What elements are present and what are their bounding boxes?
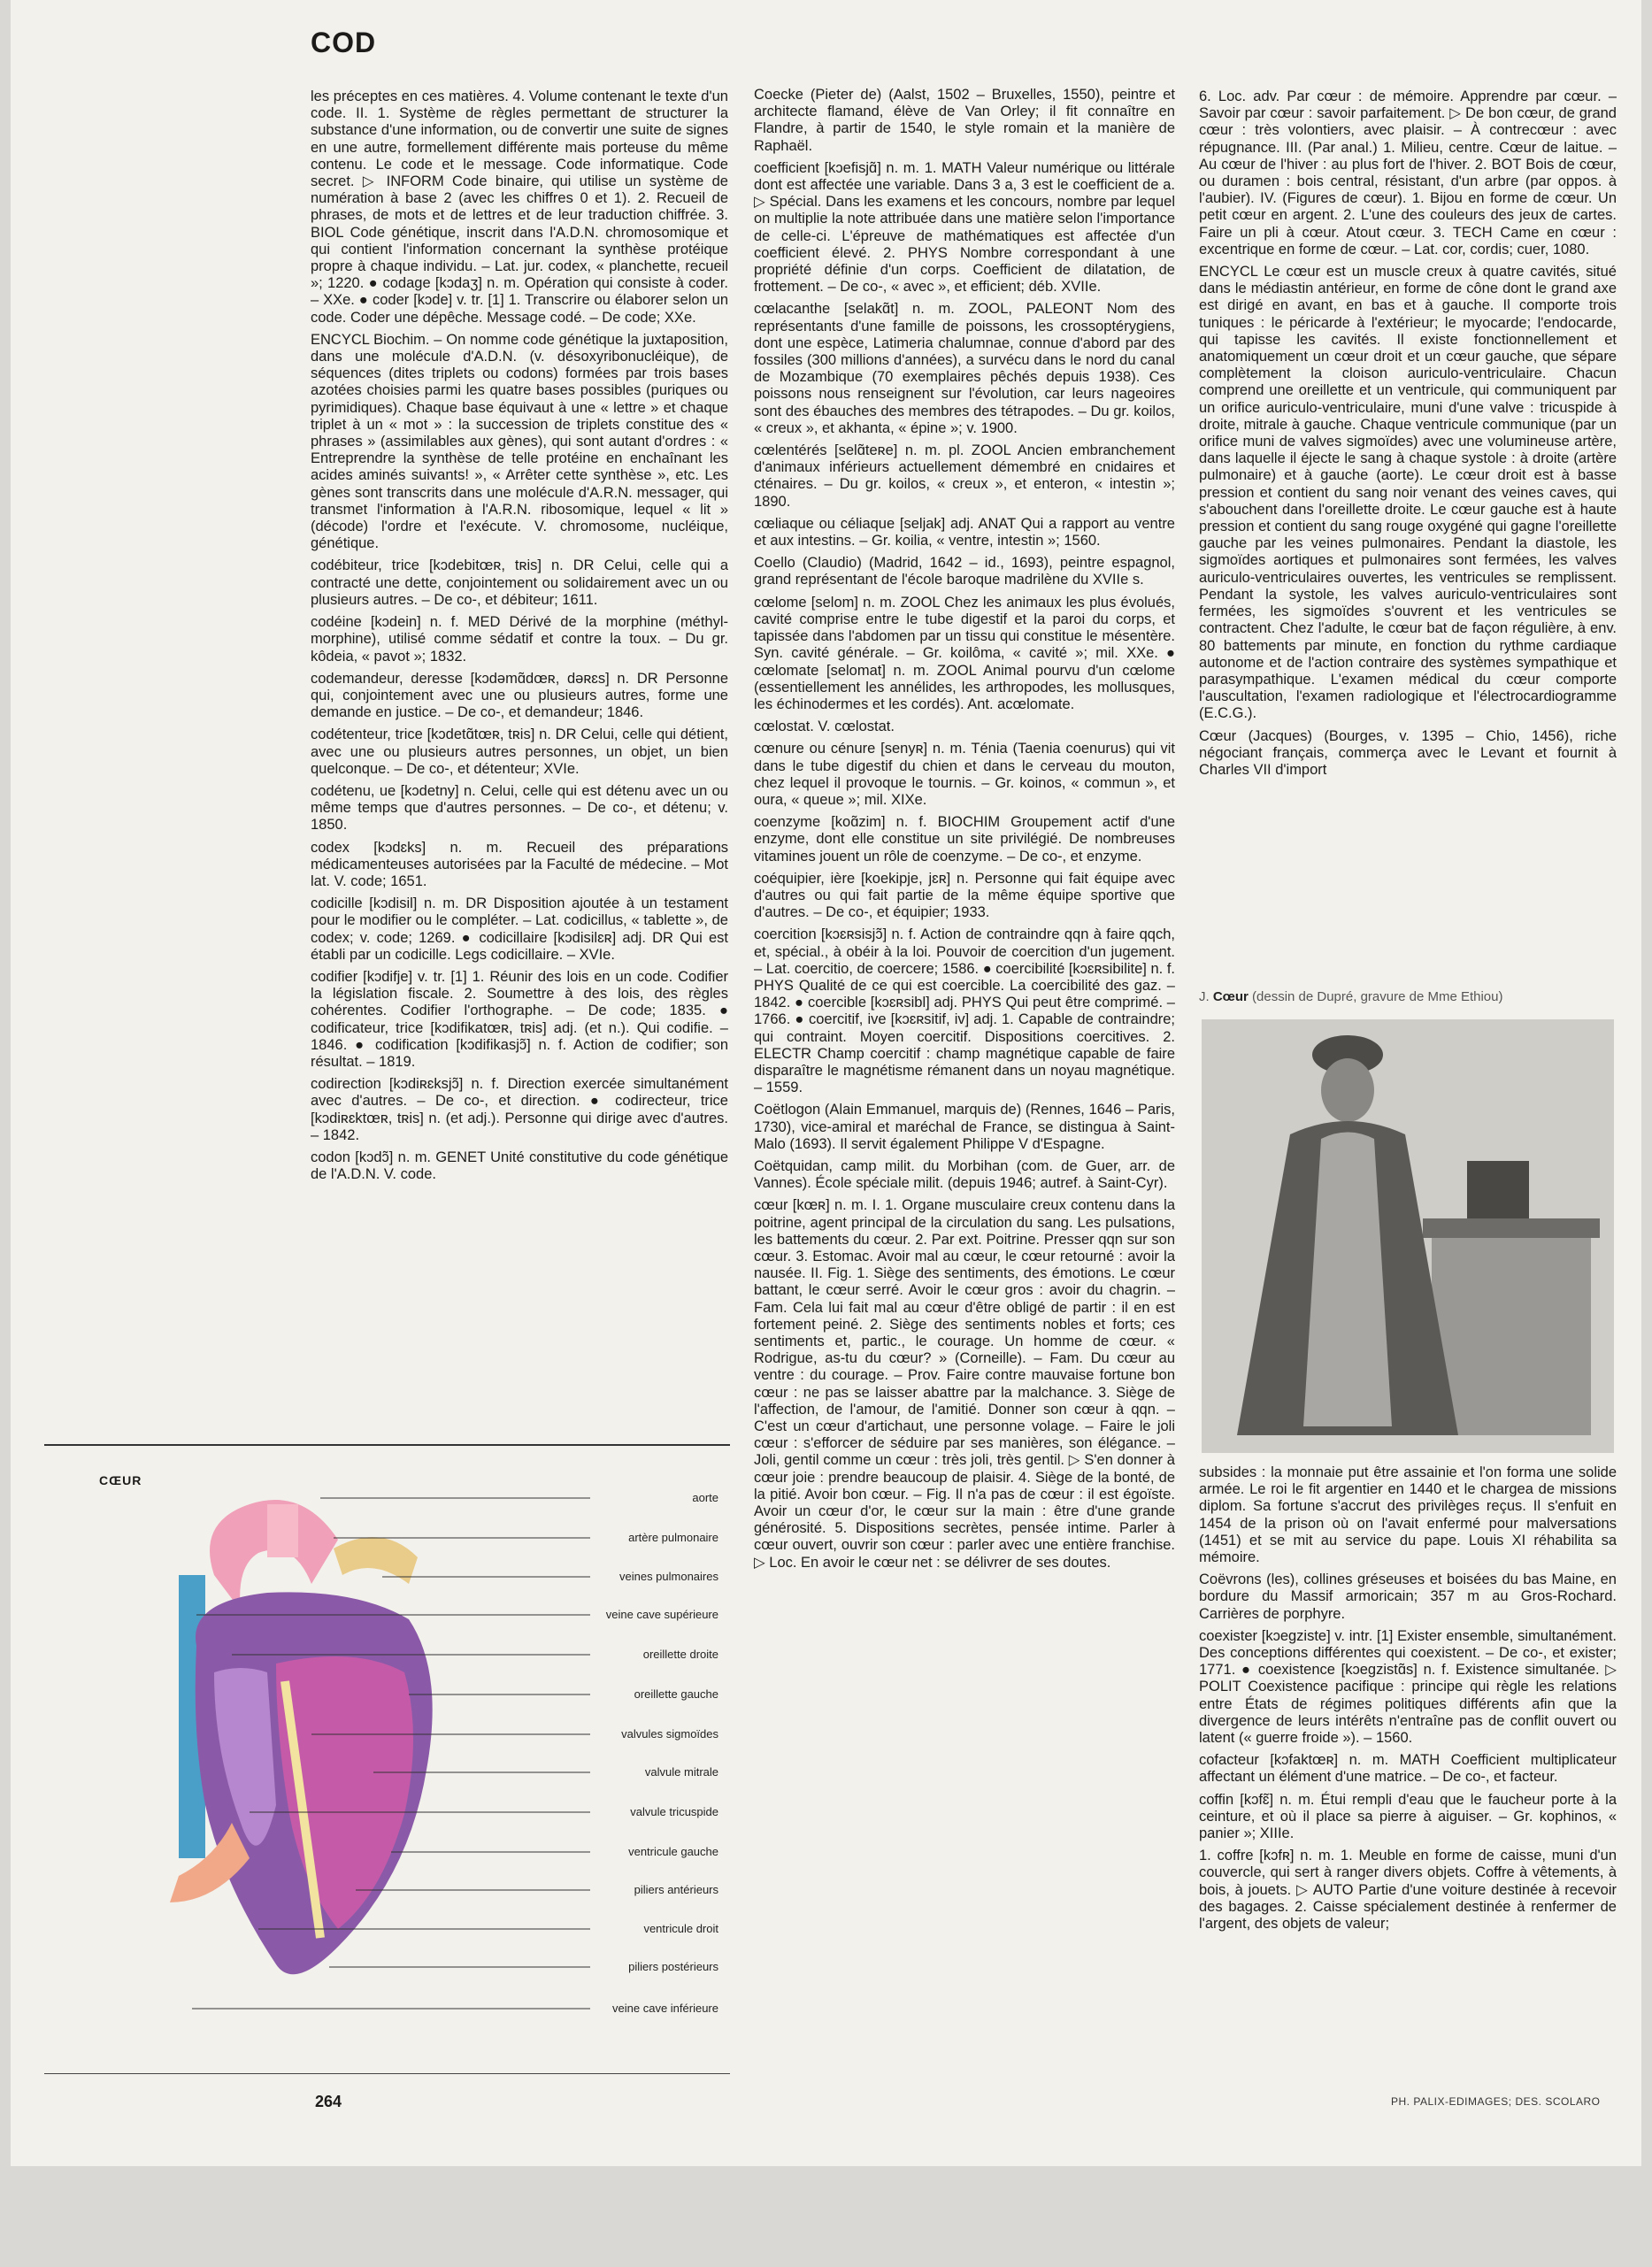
heart-diagram	[143, 1469, 727, 2071]
entry: codirection [kɔdiʀɛksjɔ̃] n. f. Direction exercée simultanément avec d'autres. – De co-, et direction. ● codirecteur, trice [kɔdiʀɛktœʀ, tʀis] n. (et adj.). Personne qui dirige avec d'autres. – 1842.	[311, 1076, 728, 1143]
entry: cœliaque ou céliaque [seljak] adj. ANAT Qui a rapport au ventre et aux intestins. – Gr. koilia, « ventre, intestin »; 1560.	[754, 515, 1175, 549]
entry: 6. Loc. adv. Par cœur : de mémoire. Apprendre par cœur. – Savoir par cœur : savoir parfaitement. ▷ De bon cœur, de grand cœur : très volontiers, avec plaisir. – À contrecœur : avec répugnance. III. (Par anal.) 1. Milieu, centre. Cœur de laitue. – Au cœur de l'hiver : au plus fort de l'hiver. 2. BOT Bois de cœur, ou duramen : bois central, résistant, d'un arbre (par oppos. à l'aubier). IV. (Figures de cœur). 1. Bijou en forme de cœur. Un petit cœur en argent. 2. L'une des couleurs des jeux de cartes. Faire un pli à cœur. Atout cœur. 3. TECH Came en cœur : excentrique en forme de cœur. – Lat. cor, cordis; cuer, 1080.	[1199, 88, 1617, 257]
caption-name: Cœur	[1212, 989, 1249, 1004]
caption-prefix: J.	[1199, 989, 1213, 1004]
entry: codifier [kɔdifje] v. tr. [1] 1. Réunir des lois en un code. Codifier la législation fiscale. 2. Soumettre à des lois, des règles cohérentes. Codifier l'orthographe. – De code; 1835. ● codificateur, trice [kɔdifikatœʀ, tʀis] adj. (et n.). Qui codifie. – 1846. ● codification [kɔdifikasjɔ̃] n. f. Action de codifier; son résultat. – 1819.	[311, 968, 728, 1070]
label-valvule-tricuspide: valvule tricuspide	[630, 1805, 718, 1818]
column-1	[311, 88, 728, 1433]
entry: coefficient [kɔefisjɑ̃] n. m. 1. MATH Valeur numérique ou littérale dont est affectée une variable. Dans 3 a, 3 est le coefficient de a. ▷ Spécial. Dans les examens et les concours, nombre par lequel on multiplie la note attribuée dans une matière selon l'importance de celle-ci. L'épreuve de mathématiques est affectée d'un coefficient élevé. 2. PHYS Nombre correspondant à une propriété définie d'un corps. Coefficient de dilatation, de frottement. – De co-, « avec », et efficient; déb. XVIIe.	[754, 159, 1175, 296]
label-ventricule-droit: ventricule droit	[643, 1922, 718, 1935]
column-3-top	[1199, 88, 1617, 1000]
label-artere-pulmonaire: artère pulmonaire	[628, 1531, 718, 1544]
footer-rule	[44, 2073, 730, 2074]
entry: coenzyme [koɑ̃zim] n. f. BIOCHIM Groupement actif d'une enzyme, dont elle constitue un site privilégié. De nombreuses vitamines jouent un rôle de coenzyme. – De co-, et enzyme.	[754, 814, 1175, 865]
column-2	[754, 87, 1175, 2073]
entry: Coëtquidan, camp milit. du Morbihan (com. de Guer, arr. de Vannes). École spéciale milit. (depuis 1946; autref. à Saint-Cyr).	[754, 1157, 1175, 1192]
coffer-shape	[1467, 1161, 1529, 1218]
label-aorte: aorte	[692, 1491, 718, 1504]
entry: codon [kɔdɔ̃] n. m. GENET Unité constitutive du code génétique de l'A.D.N. V. code.	[311, 1149, 728, 1183]
entry: coercition [kɔɛʀsisjɔ̃] n. f. Action de contraindre qqn à faire qqch, et, spécial., à obéir à la loi. Pouvoir de coercition d'un jugement. – Lat. coercitio, de coercere; 1586. ● coercibilité [kɔɛʀsibilite] n. f. PHYS Qualité de ce qui est coercible. La coercibilité des gaz. – 1842. ● coercible [kɔɛʀsibl] adj. PHYS Qui peut être comprimé. – 1766. ● coercitif, ive [kɔɛʀsitif, iv] adj. 1. Capable de contraindre; qui contraint. Moyen coercitif. Dispositions coercitives. 2. ELECTR Champ coercitif : champ magnétique capable de faire disparaître le magnétisme rémanent dans un noyau magnétique. – 1559.	[754, 926, 1175, 1096]
entry: subsides : la monnaie put être assainie et l'on forma une solide armée. Le roi le fit argentier en 1440 et le chargea de missions diplom. Sa fortune s'accrut des privilèges reçus. Il s'enfuit en 1454 de la prison où on l'avait enfermé pour malversations (1451) et se mit au service du pape. Louis XI réhabilita sa mémoire.	[1199, 1464, 1617, 1566]
figure-title: CŒUR	[99, 1473, 142, 1487]
entry: coexister [kɔegziste] v. intr. [1] Exister ensemble, simultanément. Des conceptions différentes qui coexistent. – De co-, et exister; 1771. ● coexistence [kɔegzistɑ̃s] n. f. Existence simultanée. ▷ POLIT Coexistence pacifique : principe qui règle les relations entre États de régimes politiques différents afin que la divergence de leurs intérêts n'entraîne pas de conflit ouvert ou latent (« guerre froide »). – 1560.	[1199, 1627, 1617, 1747]
label-veine-cave-superieure: veine cave supérieure	[605, 1608, 718, 1621]
entry: cœur [kœʀ] n. m. I. 1. Organe musculaire creux contenu dans la poitrine, agent principal de la circulation du sang. Les pulsations, les battements du cœur. 2. Par ext. Poitrine. Presser qqn sur son cœur. 3. Estomac. Avoir mal au cœur, le cœur retourné : avoir la nausée. II. Fig. 1. Siège des sentiments, des émotions. Le cœur battant, le cœur serré. Avoir le cœur gros : avoir du chagrin. – Fam. Cela lui fait mal au cœur d'être obligé de partir : il en est fortement peiné. 2. Siège des sentiments nobles et forts; ces sentiments et, partic., le courage. Un homme de cœur. « Rodrigue, as-tu du cœur? » (Corneille). – Fam. Du cœur au ventre : du courage. – Prov. Faire contre mauvaise fortune bon cœur : ne pas se laisser abattre par la malchance. 3. Siège de l'affection, de l'amour, de l'amitié. Donner son cœur à qqn. – C'est un cœur d'artichaut, une personne volage. – Faire le joli cœur : s'efforcer de séduire par ses manières, son élégance. – Joli, gentil comme un cœur : très joli, très gentil. ▷ S'en donner à cœur joie : prendre beaucoup de plaisir. 4. Siège de la bonté, de la pitié. Avoir bon cœur. – Fig. Il n'a pas de cœur : il est égoïste. Avoir un cœur d'or, le cœur sur la main : être d'une grande générosité. 5. Dispositions secrètes, pensée intime. Parler à cœur ouvert, ouvrir son cœur : parler avec une entière franchise. ▷ Loc. En avoir le cœur net : se délivrer de ses doutes.	[754, 1197, 1175, 1571]
entry: Coëvrons (les), collines gréseuses et boisées du bas Maine, en bordure du Massif armoricain; 357 m au Gros-Rochard. Carrières de porphyre.	[1199, 1572, 1617, 1622]
entry: cœlentérés [selɑ̃teʀe] n. m. pl. ZOOL Ancien embranchement d'animaux inférieurs actuellement démembré en cnidaires et cténaires. – Du gr. koilos, « creux », et enteron, « intestin »; 1890.	[754, 442, 1175, 510]
entry: cofacteur [kɔfaktœʀ] n. m. MATH Coefficient multiplicateur affectant un élément d'une matrice. – De co-, et facteur.	[1199, 1752, 1617, 1786]
entry: codétenu, ue [kɔdetny] n. Celui, celle qui est détenu avec un ou même temps que d'autres personnes. – De co-, et détenu; v. 1850.	[311, 782, 728, 834]
jacques-coeur-portrait	[1202, 1019, 1614, 1453]
label-oreillette-droite: oreillette droite	[642, 1648, 718, 1661]
entry: coffin [kɔfɛ̃] n. m. Étui rempli d'eau que le faucheur porte à la ceinture, et où il place sa pierre à aiguiser. – Gr. kophinos, « panier »; XIIIe.	[1199, 1791, 1617, 1842]
page-number: 264	[315, 2093, 342, 2110]
portrait-caption	[1199, 989, 1502, 1004]
caption-rest: (dessin de Dupré, gravure de Mme Ethiou)	[1248, 989, 1503, 1004]
head-shape	[1321, 1058, 1374, 1122]
entry: codéine [kɔdein] n. f. MED Dérivé de la morphine (méthyl-morphine), utilisé comme sédatif et contre la toux. – Du gr. kôdeia, « pavot »; 1832.	[311, 614, 728, 665]
label-oreillette-gauche: oreillette gauche	[634, 1687, 718, 1701]
entry: cœnure ou cénure [senyʀ] n. m. Ténia (Taenia coenurus) qui vit dans le tube digestif du chien et dans le cerveau du mouton, chez lequel il provoque le tournis. – Gr. koinos, « commun », et oura, « queue »; mil. XIXe.	[754, 741, 1175, 808]
entry: Cœur (Jacques) (Bourges, v. 1395 – Chio, 1456), riche négociant français, commerça avec le Levant et fournit à Charles VII d'import	[1199, 727, 1617, 778]
entry: codétenteur, trice [kɔdetɑ̃tœʀ, tʀis] n. DR Celui, celle qui détient, avec une ou plusieurs autres personnes, un objet, un bien quelconque. – De co-, et détenteur; XVIe.	[311, 726, 728, 777]
entry: les préceptes en ces matières. 4. Volume contenant le texte d'un code. II. 1. Système de règles permettant de structurer la substance d'une information, ou de convertir une suite de signes en une autre, formellement différente mais porteuse du même contenu. Le code et le message. Code informatique. Code secret. ▷ INFORM Code binaire, qui utilise un système de numération à base 2 (avec les chiffres 0 et 1). 2. Recueil de phrases, de mots et de lettres et de leur traduction chiffrée. 3. BIOL Code génétique, inscrit dans l'A.D.N. chromosomique et qui contient l'information concernant la synthèse protéique propre à chaque individu. – Lat. jur. codex, « planchette, recueil »; 1220. ● codage [kɔdaʒ] n. m. Opération qui consiste à coder. – XXe. ● coder [kɔde] v. tr. [1] 1. Transcrire ou élaborer selon un code. Coder une dépêche. Message codé. – De code; XXe.	[311, 88, 728, 326]
entry: cœlome [selom] n. m. ZOOL Chez les animaux les plus évolués, cavité comprise entre le tube digestif et la paroi du corps, et tapissée dans l'abdomen par un tissu qui constitue le mésentère. Syn. cavité générale. – Gr. koilôma, « cavité »; mil. XXe. ● cœlomate [selomat] n. m. ZOOL Animal pourvu d'un cœlome (essentiellement les annélides, les arthropodes, les mollusques, les échinodermes et les cordés). Ant. acœlomate.	[754, 594, 1175, 712]
figure-labels	[606, 1491, 719, 2015]
entry: ENCYCL Biochim. – On nomme code génétique la juxtaposition, dans une molécule d'A.D.N. (v. désoxyribonucléique), de séquences (dites triplets ou codons) formées par trois bases azotées choisies parmi les quatre bases possibles (puriques ou pyrimidiques). Chaque base équivaut à une « lettre » et chaque triplet à un « mot » : la succession de triplets constitue des « phrases » (assimilables aux gènes), qui sont autant d'ordres : « Entreprendre la synthèse de telle protéine en enchaînant les acides aminés suivants! », « Arrêter cette synthèse », etc. Les gènes sont transcrits dans une molécule d'A.R.N. messager, qui transmet l'information à l'A.R.N. ribosomique, lequel « lit » (décode) l'ordre et l'exécute. V. chromosome, nucléique, génétique.	[311, 331, 728, 552]
table-shape	[1432, 1232, 1591, 1435]
entry: Coello (Claudio) (Madrid, 1642 – id., 1693), peintre espagnol, grand représentant de l'école baroque madrilène du XVIIe s.	[754, 555, 1175, 588]
entry: codicille [kɔdisil] n. m. DR Disposition ajoutée à un testament pour le modifier ou le compléter. – Lat. codicillus, « tablette », de codex; v. code; 1269. ● codicillaire [kɔdisilɛʀ] adj. DR Qui est établi par un codicille. Legs codicillaire. – XVIe.	[311, 895, 728, 963]
entry: codex [kɔdɛks] n. m. Recueil des préparations médicamenteuses autorisées par la Faculté de médecine. – Mot lat. V. code; 1651.	[311, 839, 728, 889]
entry: coéquipier, ière [koekipje, jɛʀ] n. Personne qui fait équipe avec d'autres ou qui fait partie de la même équipe sportive que d'autres. – De co-, et équipier; 1933.	[754, 870, 1175, 921]
label-veines-pulmonaires: veines pulmonaires	[619, 1570, 718, 1583]
entry: Coecke (Pieter de) (Aalst, 1502 – Bruxelles, 1550), peintre et architecte flamand, élève de Van Orley; il fit connaître en Flandre, à partir de 1540, le style romain et la manière de Raphaël.	[754, 87, 1175, 154]
label-ventricule-gauche: ventricule gauche	[628, 1845, 718, 1858]
entry: codébiteur, trice [kɔdebitœʀ, tʀis] n. DR Celui, celle qui a contracté une dette, conjointement ou solidairement avec un ou plusieurs autres. – De co-, et débiteur; 1611.	[311, 557, 728, 608]
page-headword: COD	[311, 27, 377, 58]
label-piliers-posterieurs: piliers postérieurs	[628, 1960, 718, 1973]
label-veine-cave-inferieure: veine cave inférieure	[612, 2002, 718, 2015]
label-valvules-sigmoides: valvules sigmoïdes	[621, 1727, 718, 1741]
entry: Coëtlogon (Alain Emmanuel, marquis de) (Rennes, 1646 – Paris, 1730), vice-amiral et maréchal de France, se distingua à Saint-Malo (1693). Il servit également Philippe V d'Espagne.	[754, 1102, 1175, 1152]
entry: ENCYCL Le cœur est un muscle creux à quatre cavités, situé dans le médiastin antérieur, en forme de cône dont le grand axe est dirigé en avant, en bas et à gauche. Il comporte trois tuniques : le péricarde à l'extérieur; le myocarde; l'endocarde, qui tapisse les cavités. Il existe fonctionnellement et anatomiquement un cœur droit et un cœur gauche, que sépare complètement la cloison auriculo-ventriculaire. Chacun comprend une oreillette et un ventricule, qui communiquent par un orifice auriculo-ventriculaire, muni d'une valve : tricuspide à droite, mitrale à gauche. Chaque ventricule communique (par un orifice muni de valves sigmoïdes) avec une volumineuse artère, dans laquelle il éjecte le sang à chaque systole : à droite (artère pulmonaire) et à gauche (aorte). Le cœur droit est à basse pression et contient du sang noir venant des veines caves, qui s'abouchent dans l'oreillette droite. Le cœur gauche est à haute pression et contient du sang rouge oxygéné qui gagne l'oreillette gauche par les veines pulmonaires. Pendant la diastole, les sigmoïdes aortiques et pulmonaires sont fermées, les valves auriculo-ventriculaires ouvertes, les ventricules se remplissent. Pendant la systole, les valves auriculo-ventriculaires sont fermées, les sigmoïdes s'ouvrent et les ventricules se contractent. Chez l'adulte, le cœur bat de façon régulière, à env. 80 battements par minute, en fonction du rythme cardiaque autonome et de l'action contraire des systèmes sympathique et parasympathique. L'examen médical du cœur comporte l'auscultation, l'examen radiologique et l'électrocardiogramme (E.C.G.).	[1199, 264, 1617, 722]
portrait-engraving	[1202, 1019, 1614, 1453]
column-3-bottom	[1199, 1464, 1617, 2075]
figure-top-rule	[44, 1444, 730, 1446]
label-valvule-mitrale: valvule mitrale	[644, 1765, 718, 1779]
entry: cœlostat. V. cœlostat.	[754, 719, 895, 735]
dictionary-page	[11, 0, 1641, 2166]
entry: 1. coffre [kɔfʀ] n. m. 1. Meuble en forme de caisse, muni d'un couvercle, qui sert à ranger divers objets. Coffre à vêtements, à bois, à jouets. ▷ AUTO Partie d'une voiture destinée à recevoir des bagages. 2. Caisse spécialement destinée à renfermer de l'argent, des objets de valeur;	[1199, 1848, 1617, 1933]
entry: cœlacanthe [selakɑ̃t] n. m. ZOOL, PALEONT Nom des représentants d'une famille de poissons, les crossoptérygiens, dont une espèce, Latimeria chalumnae, connue d'abord par des fossiles (300 millions d'années), a survécu dans le nord du canal de Mozambique (70 exemplaires pêchés depuis 1938). Ces poissons nous renseignent sur l'évolution, car leurs nageoires sont des ébauches des membres des tétrapodes. – Du gr. koilos, « creux », et akhanta, « épine »; v. 1900.	[754, 301, 1175, 436]
entry: codemandeur, deresse [kɔdəmɑ̃dœʀ, dəʀɛs] n. DR Personne qui, conjointement avec une ou plusieurs autres, forme une demande en justice. – De co-, et demandeur; 1846.	[311, 670, 728, 721]
photo-credit: PH. PALIX-EDIMAGES; DES. SCOLARO	[1391, 2095, 1601, 2108]
label-piliers-anterieurs: piliers antérieurs	[634, 1883, 718, 1896]
